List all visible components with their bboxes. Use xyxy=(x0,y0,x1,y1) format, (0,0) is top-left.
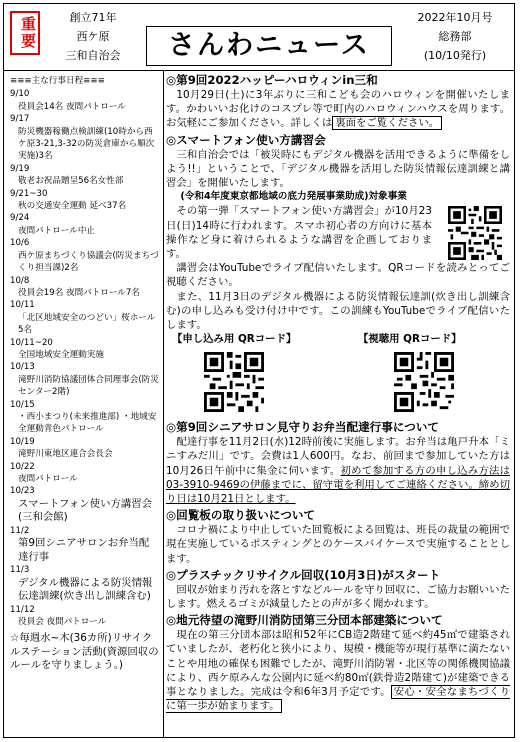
important-badge: 重要 xyxy=(10,11,40,55)
schedule-event: 西ケ原まちづくり協議会(防災まちづくり担当課)2名 xyxy=(18,250,159,274)
section-body-fire-brigade xyxy=(166,628,510,713)
body-text: 配達行事を11月2日(水)12時前後に実施します。お弁当は亀戸升本「ミニすみだ川」です。会費は1人600円。なお、前回まで参加していた方は10月26日午前中に集金に伺います。 xyxy=(166,436,510,477)
newsletter-frame xyxy=(3,3,515,738)
section-body-smartphone: 三和自治会では「被災時にもデジタル機器を活用できるように準備をしよう!!」ということで、「デジタル機器を活用した防災情報伝達訓練と講習会」を開催いたします。 xyxy=(166,148,510,190)
section-body-halloween xyxy=(166,88,510,131)
schedule-event: スマートフォン使い方講習会(三和会館) xyxy=(18,497,153,524)
schedule-date: 9/24 xyxy=(10,213,30,224)
schedule-date: 10/23 xyxy=(10,486,35,497)
underlined-note: 初めて参加する方の申し込み方法は03-3910-9469の伊藤までに、留守電を利用してご連絡ください。締め切り日は10月21日とします。 xyxy=(166,464,510,506)
section-body-smartphone-2: その第一弾「スマートフォン使い方講習会」が10月23日(日)14時に行われます。スマホ初心者の方向けに基本操作など身に着けられるような講習を企画しております。 xyxy=(166,205,432,261)
qr-view-icon[interactable] xyxy=(394,352,454,412)
schedule-event: 滝野川東地区連合会長会 xyxy=(18,449,113,460)
schedule-event: 役員会14名 夜間パトロール xyxy=(18,101,126,112)
schedule-event: 敬老お祝品贈呈56名女性部 xyxy=(18,176,124,187)
body-text: 10月29日(土)に3年ぶりに三和こども会のハロウィンを開催いたします。かわいいお化けのコスプレ等で町内のハロウィンハウスを周ります。お気軽にご参加ください。詳しくは xyxy=(166,89,510,130)
recycle-note: ☆毎週水~木(36カ所)リサイクルステーション活動(資源回収のルールを守りましょう。) xyxy=(10,632,159,672)
org-info xyxy=(48,8,138,65)
schedule-event: 防災機器稼働点検訓練(10時から西ケ原3-21,3-32の防災倉庫から順次実施)3名 xyxy=(18,126,155,162)
section-body-senior-salon xyxy=(166,435,510,506)
body-text: 現在の第三分団本部は昭和52年にCB造2階建て延べ約45㎡で建築されていましたが、老朽化と狭小により、規模・機能等が現行基準に満たないことや用地の確保も困難でしたが、滝野川消防署・北区等の関係機関協議により、西ケ原みんな公園内に延べ約80㎡(鉄骨造2階建て)が建築できる事となりました。完成は令和6年3月予定です。 xyxy=(166,629,510,699)
schedule-event: 滝野川消防協議団体合同理事会(防災センター2階) xyxy=(18,374,159,398)
schedule-date: 11/3 xyxy=(10,565,30,576)
schedule-date: 9/10 xyxy=(10,89,30,100)
schedule-event: ・西小まつり(未来推進部) ・地域安全運動青色パトロール xyxy=(18,411,157,435)
boxed-note: 裏面をご覧ください。 xyxy=(332,116,442,130)
section-body-plastic: 回収が始まり汚れを落とすなどルールを守り回収に、ご協力お願いいたします。燃えるゴミが減量したとの声が多く聞かれます。 xyxy=(166,583,510,611)
newsletter-title: さんわニュース xyxy=(146,26,392,66)
qr-view-label: 【視聴用 QRコード】 xyxy=(358,333,462,346)
issue-info xyxy=(400,8,510,65)
section-title-plastic: ◎プラスチックリサイクル回収(10月3日)がスタート xyxy=(166,567,441,582)
section-body-smartphone-3: 講習会はYouTubeでライブ配信いたします。QRコードを読みとってご視聴ください。 xyxy=(166,262,510,289)
schedule-date: 10/19 xyxy=(10,436,35,447)
issue-line: 2022年10月号 xyxy=(417,11,493,24)
section-title-senior-salon: ◎第9回シニアサロン見守りお弁当配達行事について xyxy=(166,420,440,435)
section-title-circular: ◎回覧板の取り扱いについて xyxy=(166,508,316,523)
schedule-heading: ≡≡≡主な行事日程≡≡≡ xyxy=(10,76,105,86)
schedule-date: 10/11 xyxy=(10,300,35,311)
schedule-event: 「北区地域安全のつどい」桜ホール 5名 xyxy=(18,312,156,336)
qr-apply-label: 【申し込み用 QRコード】 xyxy=(172,333,297,346)
schedule-event: 夜間パトロール xyxy=(18,474,78,484)
schedule-date: 10/22 xyxy=(10,461,35,472)
issue-line: (10/10発行) xyxy=(423,49,487,62)
schedule-date: 11/2 xyxy=(10,525,30,536)
schedule-event: 役員会19名 夜間パトロール7名 xyxy=(18,287,140,298)
qr-code-icon[interactable] xyxy=(448,206,502,260)
schedule-date: 9/19 xyxy=(10,163,30,174)
section-title-halloween: ◎第9回2022ハッピーハロウィンin三和 xyxy=(166,73,378,87)
boxed-note: 安心・安全なまちづくりに第一歩が始まります。 xyxy=(166,686,510,713)
qr-code-row xyxy=(166,332,510,418)
main-content xyxy=(166,71,510,714)
section-body-smartphone-4: また、11月3日のデジタル機器による防災情報伝達訓(炊き出し訓練含む)の申し込みも受け付け中です。この訓練もYouTubeでライブ配信いたします。 xyxy=(166,290,510,332)
masthead xyxy=(4,4,514,71)
event-schedule-sidebar xyxy=(4,71,164,737)
schedule-date: 11/12 xyxy=(10,604,35,615)
schedule-list xyxy=(10,88,159,628)
schedule-event: 第9回シニアサロンお弁当配達行事 xyxy=(18,537,150,563)
schedule-date: 10/6 xyxy=(10,238,30,249)
section-body-circular: コロナ禍により中止していた回覧板による回覧は、班長の裁量の範囲で現在実施しているポスティングとのケースバイケースで実施することとします。 xyxy=(166,524,510,565)
schedule-event: デジタル機器による防災情報伝達訓練(炊き出し訓練含む) xyxy=(18,576,153,603)
schedule-event: 秋の交通安全運動 延べ37名 xyxy=(18,201,127,212)
schedule-date: 10/8 xyxy=(10,275,30,286)
schedule-date: 10/11~20 xyxy=(10,337,53,348)
org-line: 西ケ原 xyxy=(76,30,110,43)
schedule-event: 夜間パトロール中止 xyxy=(18,225,96,236)
schedule-date: 9/17 xyxy=(10,114,30,125)
schedule-date: 9/21~30 xyxy=(10,188,48,199)
qr-apply-icon[interactable] xyxy=(204,352,264,412)
grant-note: (令和4年度東京都地域の底力発展事業助成)対象事業 xyxy=(180,191,407,203)
section-title-fire-brigade: ◎地元待望の滝野川消防団第三分団本部建築について xyxy=(166,613,443,628)
schedule-date: 10/13 xyxy=(10,362,35,373)
org-line: 三和自治会 xyxy=(65,49,121,62)
schedule-event: 全国地域安全運動実施 xyxy=(18,349,104,360)
section-title-smartphone: ◎スマートフォン使い方講習会 xyxy=(166,132,326,147)
issue-line: 総務部 xyxy=(438,30,472,43)
org-line: 創立71年 xyxy=(69,11,117,24)
schedule-date: 10/15 xyxy=(10,399,35,410)
schedule-event: 役員会 夜間パトロール xyxy=(18,617,107,628)
